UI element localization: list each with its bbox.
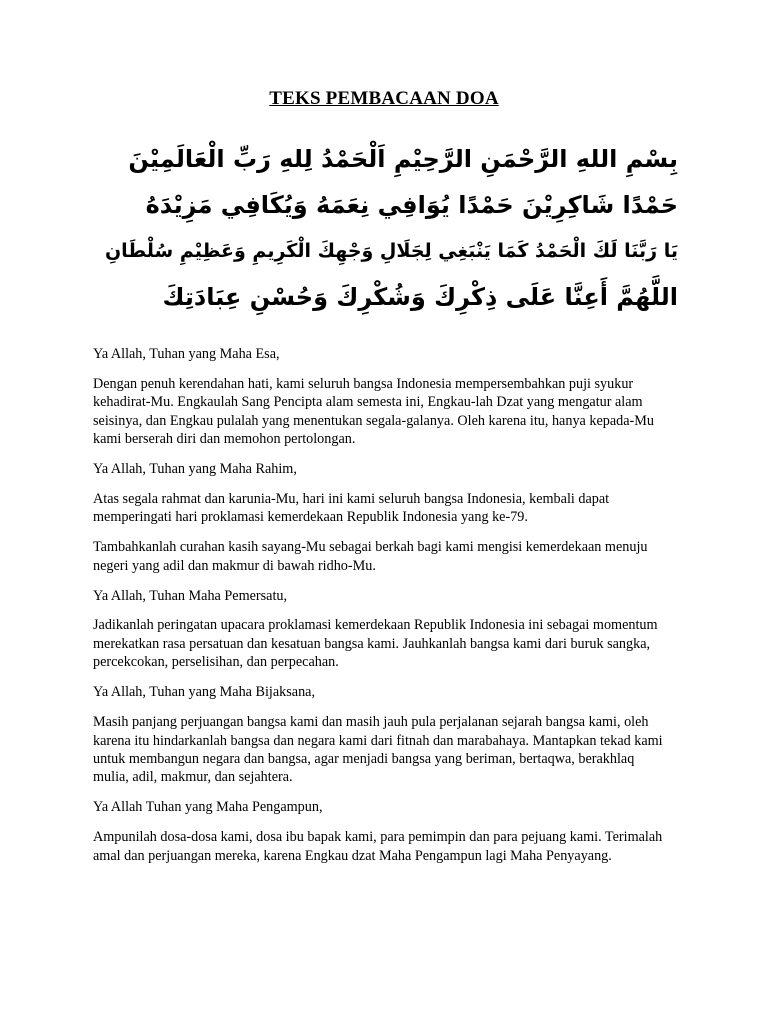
invocation-maha-esa: Ya Allah, Tuhan yang Maha Esa, [93,346,280,362]
paragraph-struggle: Masih panjang perjuangan bangsa kami dan masih jauh pula perjalanan sejarah bangsa kami, oleh karena itu hindarkanlah bangsa dan negara kami dari fitnah dan marabahaya. Mantapkan tekad kami untuk membangun negara dan bangsa, agar menjadi bangsa yang beriman, bertaqwa, berakhlaq mulia, adil, makmur, dan sejahtera. [93,714,663,786]
paragraph-commemoration: Atas segala rahmat dan karunia-Mu, hari ini kami seluruh bangsa Indonesia, kembali dapat memperingati hari proklamasi kemerdekaan Republik Indonesia yang ke-79. [93,490,610,526]
invocation-maha-rahim: Ya Allah, Tuhan yang Maha Rahim, [93,461,297,478]
arabic-line-4: اللَّهُمَّ أَعِنَّا عَلَى ذِكْرِكَ وَشُكْرِكَ وَحُسْنِ عِبَادَتِكَ [162,283,678,311]
arabic-line-1: بِسْمِ اللهِ الرَّحْمَنِ الرَّحِيْمِ اَلْحَمْدُ لِلهِ رَبِّ الْعَالَمِيْنَ [128,145,678,173]
arabic-line-3: يَا رَبَّنَا لَكَ الْحَمْدُ كَمَا يَنْبَغِي لِجَلَالِ وَجْهِكَ الْكَرِيمِ وَعَظِيْمِ سُلْطَانِ [104,240,678,262]
arabic-line-2: حَمْدًا شَاكِرِيْنَ حَمْدًا يُوَافِي نِعَمَهُ وَيُكَافِي مَزِيْدَهُ [145,191,678,219]
paragraph-gratitude: Dengan penuh kerendahan hati, kami seluruh bangsa Indonesia mempersembahkan puji syukur kehadirat-Mu. Engkaulah Sang Pencipta alam semesta ini, Engkau-lah Dzat yang mengatur alam seisinya, dan Engkau pulalah yang menentukan segala-galanya. Oleh karena itu, hanya kepada-Mu kami berserah diri dan memohon pertolongan. [93,375,654,448]
invocation-maha-bijaksana: Ya Allah, Tuhan yang Maha Bijaksana, [93,684,316,701]
invocation-maha-pengampun: Ya Allah Tuhan yang Maha Pengampun, [93,799,323,816]
arabic-prayer [100,136,678,320]
paragraph-forgiveness: Ampunilah dosa-dosa kami, dosa ibu bapak kami, para pemimpin dan para pejuang kami. Terimalah amal dan perjuangan mereka, karena Engkau dzat Maha Pengampun lagi Maha Penyayang. [93,829,663,864]
document-title: TEKS PEMBACAAN DOA [269,88,499,109]
paragraph-blessing: Tambahkanlah curahan kasih sayang-Mu sebagai berkah bagi kami mengisi kemerdekaan menuju negeri yang adil dan makmur di bawah ridho-Mu. [93,539,648,574]
invocation-maha-pemersatu: Ya Allah, Tuhan Maha Pemersatu, [93,587,288,604]
paragraph-unity: Jadikanlah peringatan upacara proklamasi kemerdekaan Republik Indonesia ini sebagai momentum merekatkan rasa persatuan dan kesatuan bangsa kami. Jauhkanlah bangsa kami dari buruk sangka, percekcokan, perselisihan, dan perpecahan. [93,617,658,671]
prayer-body [93,345,673,876]
